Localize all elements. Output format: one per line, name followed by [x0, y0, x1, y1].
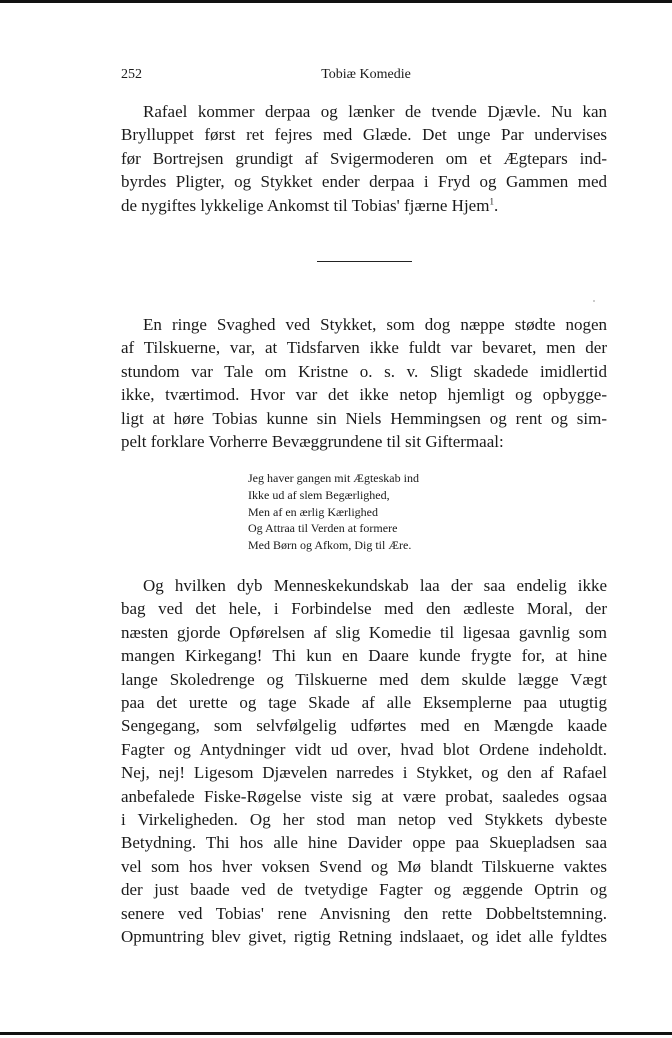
text-line: Rafael kommer derpaa og lænker de tvende Djævle. Nu kan: [143, 102, 607, 121]
text-line: Brylluppet først ret fejres med Glæde. Det unge Par undervises: [121, 125, 607, 145]
text-line: ligt at høre Tobias kunne sin Niels Hemmingsen og rent og sim-: [121, 408, 607, 428]
text-line: vel som hos hver voksen Svend og Mø blandt Tilskuerne vaktes: [121, 856, 607, 876]
text-line: byrdes Pligter, og Stykket ender derpaa i Fryd og Gammen med: [121, 172, 607, 192]
text-line: senere ved Tobias' rene Anvisning den rette Dobbeltstemning.: [121, 903, 607, 923]
verse-line: Ikke ud af slem Begærlighed,: [248, 487, 390, 502]
text-line: stundom var Tale om Kristne o. s. v. Sligt skadede imidlertid: [121, 361, 607, 381]
text-line: Opmuntring blev givet, rigtig Retning indslaaet, og idet alle fyldtes: [121, 927, 607, 947]
section-divider: [317, 261, 412, 262]
print-speck: [593, 300, 595, 302]
verse-quotation: [248, 470, 419, 554]
text-line: En ringe Svaghed ved Stykket, som dog næppe stødte nogen: [143, 315, 607, 334]
text-line: paa det urette og tage Skade af alle Eksemplerne paa utugtig: [121, 693, 607, 713]
footnote-marker: 1: [489, 195, 494, 206]
text-line: Nej, nej! Ligesom Djævelen narredes i Stykket, og den af Rafael: [121, 763, 607, 783]
bottom-page-edge: [0, 1032, 672, 1035]
text-line: [121, 194, 607, 217]
verse-line: Og Attraa til Verden at formere: [248, 521, 398, 536]
verse-line: Men af en ærlig Kærlighed: [248, 504, 378, 519]
text-line: i Virkeligheden. Og her stod man netop ved Stykkets dybeste: [121, 810, 607, 830]
text-line: næsten gjorde Opførelsen af slig Komedie til ligesaa gavnlig som: [121, 622, 607, 642]
text-line: lange Skoledrenge og Tilskuerne med dem skulde lægge Vægt: [121, 669, 607, 689]
text-line: der just baade ved de tvetydige Fagter og æggende Optrin og: [121, 880, 607, 900]
text-line: pelt forklare Vorherre Bevæggrundene til sit Giftermaal:: [121, 432, 504, 452]
text-line: før Bortrejsen grundigt af Svigermoderen om et Ægtepars ind-: [121, 148, 607, 168]
text-line: Og hvilken dyb Menneskekundskab laa der saa endelig ikke: [143, 576, 607, 595]
line-end-punctuation: .: [493, 195, 499, 215]
page-number: 252: [121, 67, 142, 82]
text-line: ikke, tværtimod. Hvor var det ikke netop hjemligt og opbygge-: [121, 385, 607, 405]
text-line: Sengegang, som selvfølgelig udførtes med en Mængde kaade: [121, 716, 607, 736]
paragraph-2: [121, 313, 607, 453]
text-line: Betydning. Thi hos alle hine Davider oppe paa Skuepladsen saa: [121, 833, 607, 853]
text-line: bag ved det hele, i Forbindelse med den ædleste Moral, der: [121, 599, 607, 619]
text-line: anbefalede Fiske-Røgelse viste sig at være probat, saaledes ogsaa: [121, 786, 607, 806]
verse-line: Med Børn og Afkom, Dig til Ære.: [248, 538, 412, 553]
text-line: af Tilskuerne, var, at Tidsfarven ikke fuldt var bevaret, men der: [121, 338, 607, 358]
text-line: mangen Kirkegang! Thi kun en Daare kunde frygte for, at hine: [121, 646, 607, 666]
paragraph-3: [121, 574, 607, 949]
text-line-content: de nygiftes lykkelige Ankomst til Tobias' fjærne Hjem: [121, 195, 490, 215]
running-title: Tobiæ Komedie: [321, 67, 411, 82]
verse-line: Jeg haver gangen mit Ægteskab ind: [248, 471, 419, 485]
paragraph-1: [121, 100, 607, 217]
text-line: Fagter og Antydninger vidt ud over, hvad blot Ordene indeholdt.: [121, 739, 607, 759]
top-page-edge: [0, 0, 672, 3]
